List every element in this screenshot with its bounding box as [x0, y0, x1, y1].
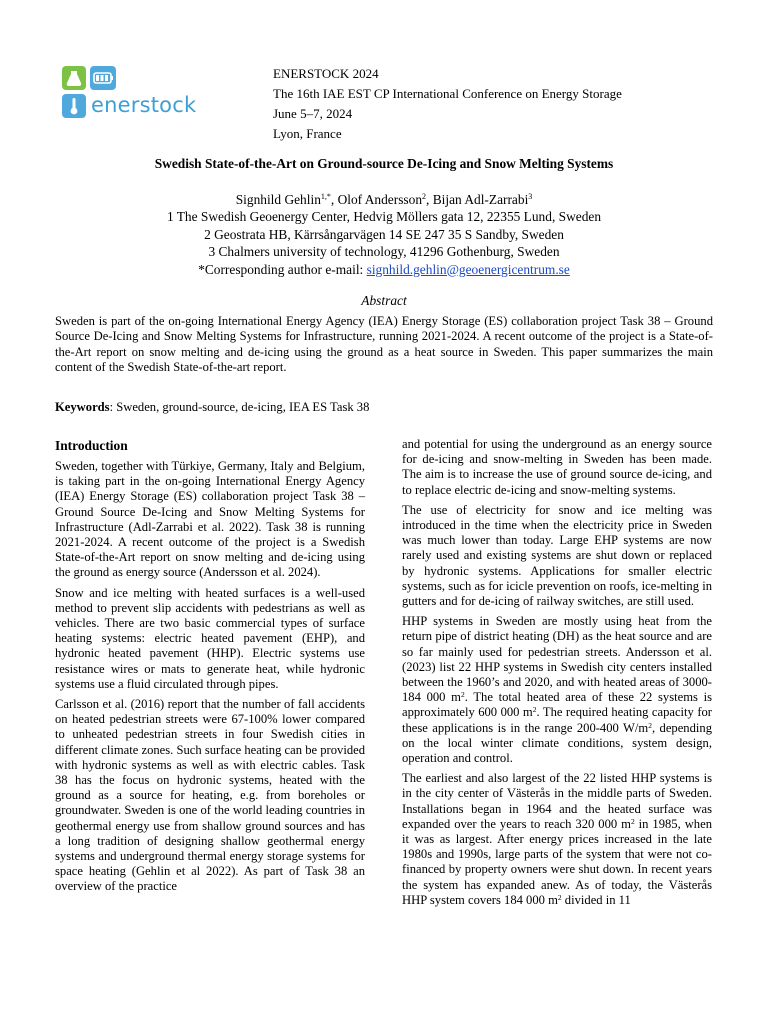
conference-dates: June 5–7, 2024 [273, 106, 353, 121]
author-2-affiliation-mark: 2 [422, 192, 427, 201]
p4-superscript-1: 2 [630, 816, 635, 826]
corresponding-author [0, 261, 768, 278]
p4-text-a: The earliest and also largest of the 22 listed HHP systems is in the city center of Västerås in the middle parts of Sweden. Installations began in 1964 and the heated surface was expanded over the years to reach 320 000 m [402, 771, 712, 831]
p4-text-b: in 1985, when it was as largest. After energy prices increased in the late 1980s and 1990s, large parts of the system that were not co-financed by property owners were shut down. In recent years the system has expanded anew. As of today, the Västerås HHP system covers 184 000 m [402, 816, 712, 907]
logo-wordmark: enerstock [91, 93, 197, 117]
right-paragraph-2: The use of electricity for snow and ice melting was introduced in the time when the electricity price in Sweden was much lower than today. Large EHP systems are now rarely used and existing systems are shut down or replaced by hydronic systems. Applications for smaller electric systems, such as for icicle prevention on roofs, ice-melting in gutters and for de-icing of railway switches, are still used. [402, 502, 712, 609]
p3-text-b: . The total heated area of these 22 systems is approximately 600 000 m [402, 690, 712, 720]
author-3: , Bijan Adl-Zarrabi [426, 192, 529, 207]
affiliation-1: 1 The Swedish Geoenergy Center, Hedvig Möllers gata 12, 22355 Lund, Sweden [166, 209, 602, 225]
introduction-heading: Introduction [55, 438, 128, 453]
corresponding-email-link[interactable]: signhild.gehlin@geoenergicentrum.se [366, 261, 570, 277]
p3-text-a: HHP systems in Sweden are mostly using heat from the return pipe of district heating (DH) as the heat source and are so far mainly used for pedestrian streets. Andersson et al. (2023) list 22 HHP systems in Swedish city centers installed between the 1960’s and 2020, and with heated areas of 3000-184 000 m [402, 614, 712, 705]
right-paragraph-4 [402, 771, 712, 908]
right-paragraph-1: and potential for using the underground as an energy source for de-icing and snow-melting in Sweden has been made. The aim is to increase the use of ground source de-icing, and to replace electric de-icing and snow-melting systems. [402, 437, 712, 497]
enerstock-logo [61, 64, 201, 120]
right-paragraph-3 [402, 614, 712, 766]
affiliation-2: 2 Geostrata HB, Kärrsångarvägen 14 SE 247 35 S Sandby, Sweden [204, 226, 564, 242]
corresponding-label: *Corresponding author e-mail: [198, 261, 367, 277]
left-column [55, 437, 365, 900]
author-2: , Olof Andersson [330, 192, 423, 207]
author-line [0, 191, 768, 208]
abstract-text: Sweden is part of the on-going International Energy Agency (IEA) Energy Storage (ES) collaboration project Task 38 – Ground Source De-Icing and Snow Melting Systems for Infrastructure, running 2021-2024. A recent outcome of the project is a State-of-the-Art report on snow melting and de-icing using the ground as a heat source in Sweden. This paper summarizes the main content of the Swedish State-of-the-art report. [55, 314, 713, 374]
author-1: Signhild Gehlin [235, 192, 321, 207]
p3-superscript-1: 2 [460, 690, 465, 700]
author-block [0, 191, 768, 278]
p3-text-d: , depending on the local winter climate conditions, system design, operation and control. [402, 720, 712, 766]
conference-info [273, 64, 622, 144]
author-1-affiliation-mark: 1,* [320, 192, 331, 201]
keywords-text: : Sweden, ground-source, de-icing, IEA ES Task 38 [109, 400, 370, 414]
keywords-line [55, 400, 369, 415]
p4-superscript-2: 2 [557, 892, 562, 902]
abstract-heading: Abstract [361, 293, 407, 308]
conference-location: Lyon, France [273, 126, 342, 141]
conference-name: ENERSTOCK 2024 [273, 66, 379, 81]
keywords-label: Keywords [55, 400, 110, 414]
author-3-affiliation-mark: 3 [528, 192, 533, 201]
left-paragraph-2: Snow and ice melting with heated surfaces is a well-used method to prevent slip accidents with pedestrians as well as vehicles. There are two basic commercial types of surface heating systems: electric heated pavement (EHP), and hydronic heated pavement (HHP). Electric systems use resistance wires or mats to generate heat, while hydronic systems use a fluid circulated through pipes. [55, 585, 365, 691]
right-column [402, 437, 712, 913]
paper-title: Swedish State-of-the-Art on Ground-source De-Icing and Snow Melting Systems [154, 156, 614, 171]
p4-text-c: divided in 11 [561, 892, 631, 907]
p3-superscript-3: 2 [648, 720, 652, 730]
affiliation-3: 3 Chalmers university of technology, 41296 Gothenburg, Sweden [208, 244, 560, 260]
left-paragraph-1: Sweden, together with Türkiye, Germany, Italy and Belgium, is taking part in the on-going International Energy Agency (IEA) Energy Storage (ES) collaboration project Task 38 – Ground Source De-Icing and Snow Melting Systems for Infrastructure (Adl-Zarrabi et al. 2022). Task 38 is running 2021-2024. A recent outcome of the project is a Swedish State-of-the-Art report on snow melting and de-icing using the ground as energy source (Andersson et al. 2024). [55, 459, 365, 580]
p3-superscript-2: 2 [532, 705, 537, 715]
left-paragraph-3: Carlsson et al. (2016) report that the number of fall accidents on heated pedestrian streets were 67-100% lower compared to unheated pedestrian streets in four Swedish cities in different climate zones. Such surface heating can be provided with hydronic systems as well as with electric cables. Task 38 has the focus on hydronic systems, heated with the ground as a source for heating, e.g. from boreholes or groundwater. Sweden is one of the world leading countries in geothermal energy use from shallow ground sources and has a long tradition of designing shallow geothermal energy systems and underground thermal energy storage systems for space heating (Gehlin et al 2022). As part of Task 38 an overview of the practice [55, 697, 365, 894]
conference-full-name: The 16th IAE EST CP International Conference on Energy Storage [273, 86, 622, 101]
p3-text-c: . The required heating capacity for these applications is in the range 200-400 W/m [402, 705, 712, 735]
